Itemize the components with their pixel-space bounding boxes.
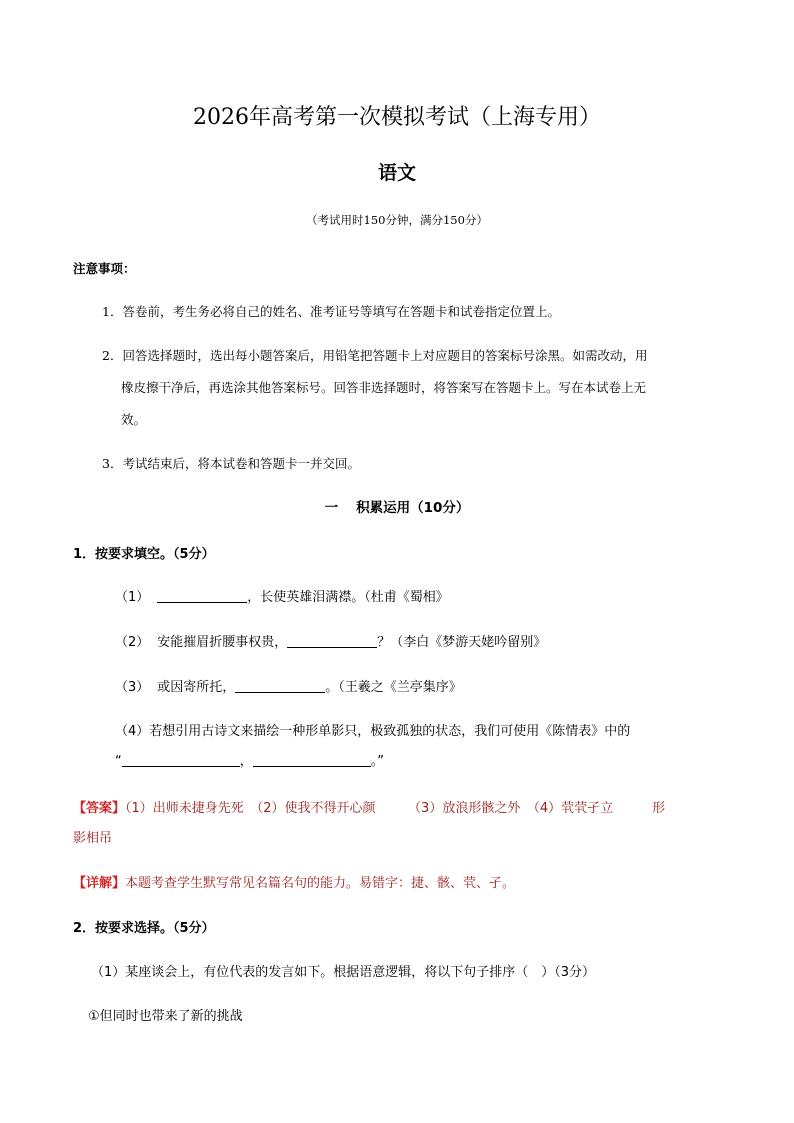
q1-sub1: [115, 586, 449, 605]
section-title: 积累运用（10分）: [356, 500, 470, 516]
notice-heading: 注意事项：: [73, 261, 136, 276]
q1-detail: [73, 872, 515, 891]
section-number: 一: [324, 500, 339, 516]
answer-tag: 【答案】: [73, 801, 126, 816]
q1-sub4-blank-1[interactable]: [122, 752, 240, 767]
q1-sub1-number: （1）: [115, 590, 150, 605]
notice-item-2-line-3: 效。: [121, 412, 147, 427]
q1-sub3-blank[interactable]: [235, 678, 325, 693]
q2-item-1: ①但同时也带来了新的挑战: [88, 1009, 243, 1024]
notice-item-2-line-2: 橡皮擦干净后，再选涂其他答案标号。回答非选择题时，将答案写在答题卡上。写在本试卷上无: [121, 380, 647, 395]
q1-sub2-post: ？（李白《梦游天姥吟留别》: [377, 635, 547, 650]
q1-sub4-comma: ，: [239, 754, 253, 769]
time-note: （考试用时150分钟，满分150分）: [306, 213, 488, 227]
subject-title: 语文: [377, 162, 416, 184]
q1-answer-line-2: 影相吊: [73, 831, 113, 846]
q1-sub4-line-1: （4）若想引用古诗文来描绘一种形单影只，极致孤独的状态，我们可使用《陈情表》中的: [115, 724, 631, 739]
q1-sub4-blank-2[interactable]: [253, 752, 371, 767]
q1-detail-text: 本题考查学生默写常见名篇名句的能力。易错字：捷、骸、茕、孑。: [125, 876, 516, 891]
q1-sub2-blank[interactable]: [287, 633, 377, 648]
q1-sub2-number: （2）: [115, 635, 150, 650]
q1-heading: 1．按要求填空。（5分）: [73, 547, 215, 562]
exam-title: 2026年高考第一次模拟考试（上海专用）: [193, 105, 601, 130]
notice-item-2-line-1: 2．回答选择题时，选出每小题答案后，用铅笔把答题卡上对应题目的答案标号涂黑。如需改动，用: [102, 348, 648, 363]
q2-sub1: （1）某座谈会上，有位代表的发言如下。根据语意逻辑，将以下句子排序（ ）（3分）: [91, 965, 596, 980]
detail-tag: 【详解】: [73, 876, 126, 891]
q1-sub1-blank[interactable]: [157, 588, 247, 603]
q1-sub3-number: （3）: [115, 680, 150, 695]
q1-sub3: [115, 676, 462, 695]
q1-sub3-pre: 或因寄所托，: [157, 680, 236, 695]
q1-sub1-text: ，长使英雄泪满襟。（杜甫《蜀相》: [247, 590, 449, 605]
notice-item-3: 3．考试结束后，将本试卷和答题卡一并交回。: [102, 456, 360, 471]
notice-item-1: 1．答卷前，考生务必将自己的姓名、准考证号等填写在答题卡和试卷指定位置上。: [102, 304, 560, 319]
q2-heading: 2．按要求选择。（5分）: [73, 921, 215, 936]
q1-sub4-close: 。”: [370, 754, 385, 769]
q1-sub2-pre: 安能摧眉折腰事权贵，: [157, 635, 288, 650]
q1-answer-text: （1）出师未捷身先死 （2）使我不得开心颜 （3）放浪形骸之外 （4）茕茕孑立 形: [125, 801, 666, 816]
q1-answer-line-1: [73, 797, 665, 816]
section-heading: [0, 496, 794, 516]
q1-sub4-open-quote: “: [115, 754, 122, 769]
q1-sub4-line-2: [115, 750, 384, 769]
q1-sub2: [115, 631, 546, 650]
q1-sub3-post: 。（王羲之《兰亭集序》: [325, 680, 462, 695]
